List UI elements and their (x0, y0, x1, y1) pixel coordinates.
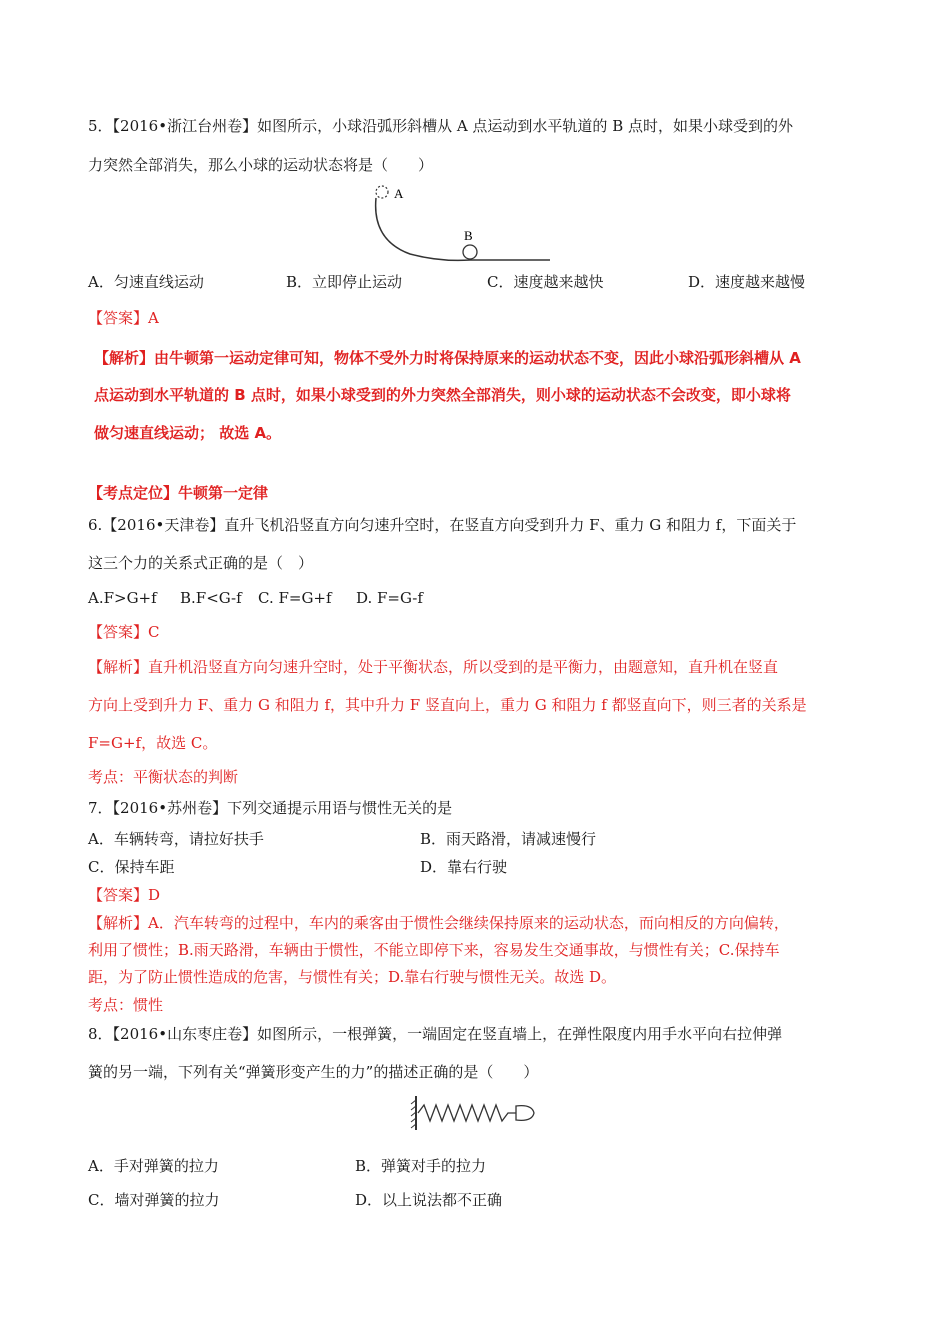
q8-option-a: A．手对弹簧的拉力 (88, 1157, 219, 1175)
q7-option-c: C．保持车距 (88, 858, 175, 876)
q6-answer: 【答案】C (88, 623, 160, 641)
q8-stem-line2: 簧的另一端，下列有关“弹簧形变产生的力”的描述正确的是（ ） (88, 1063, 539, 1081)
q8-stem-line1: 8．【2016•山东枣庄卷】如图所示，一根弹簧，一端固定在竖直墙上，在弹性限度内用手水平向右拉伸弹 (88, 1025, 783, 1043)
q6-analysis-line1: 【解析】直升机沿竖直方向匀速升空时，处于平衡状态，所以受到的是平衡力，由题意知，直升机在竖直 (88, 658, 779, 676)
spring-coil (418, 1105, 516, 1121)
q7-analysis-line2: 利用了惯性；B.雨天路滑，车辆由于惯性，不能立即停下来，容易发生交通事故，与惯性有关；C.保持车 (88, 941, 780, 959)
q6-topic: 考点：平衡状态的判断 (88, 768, 239, 786)
q6-option-c: C. F=G+f (258, 589, 332, 607)
q5-analysis-line1: 【解析】由牛顿第一运动定律可知，物体不受外力时将保持原来的运动状态不变，因此小球沿弧形斜槽从 A (94, 349, 801, 367)
q8-option-c: C．墙对弹簧的拉力 (88, 1191, 220, 1209)
hand-icon (516, 1106, 534, 1121)
q6-option-b: B.F<G-f (180, 589, 242, 607)
q6-option-d: D. F=G-f (356, 589, 423, 607)
q5-topic: 【考点定位】牛顿第一定律 (88, 484, 269, 502)
q7-stem: 7．【2016•苏州卷】下列交通提示用语与惯性无关的是 (88, 799, 453, 817)
q5-stem-line2: 力突然全部消失，那么小球的运动状态将是（ ） (88, 156, 434, 174)
q8-option-d: D．以上说法都不正确 (355, 1191, 503, 1209)
q5-stem-line1: 5．【2016•浙江台州卷】如图所示，小球沿弧形斜槽从 A 点运动到水平轨道的 B 点时，如果小球受到的外 (88, 117, 793, 135)
q8-spring-figure (408, 1092, 543, 1134)
q6-option-a: A.F>G+f (88, 589, 157, 607)
q5-analysis-line2: 点运动到水平轨道的 B 点时，如果小球受到的外力突然全部消失，则小球的运动状态不会改变，即小球将 (94, 386, 791, 404)
q6-analysis-line3: F=G+f，故选 C。 (88, 734, 218, 752)
ball-a-dashed (376, 186, 388, 198)
q7-topic: 考点：惯性 (88, 996, 164, 1014)
q5-analysis-line3: 做匀速直线运动； 故选 A。 (94, 424, 282, 442)
q7-option-b: B．雨天路滑，请减速慢行 (420, 830, 597, 848)
q7-option-a: A．车辆转弯，请拉好扶手 (88, 830, 264, 848)
q5-option-a: A．匀速直线运动 (88, 273, 204, 291)
fig-label-b: B (464, 228, 473, 243)
q5-answer: 【答案】A (88, 309, 159, 327)
q7-analysis-line1: 【解析】A．汽车转弯的过程中，车内的乘客由于惯性会继续保持原来的运动状态，而向相反的方向偏转， (88, 914, 789, 932)
q5-ramp-figure (360, 180, 560, 265)
q5-option-d: D．速度越来越慢 (688, 273, 806, 291)
q6-analysis-line2: 方向上受到升力 F、重力 G 和阻力 f，其中升力 F 竖直向上，重力 G 和阻力 f 都竖直向下，则三者的关系是 (88, 696, 807, 714)
ball-b (463, 245, 477, 259)
fig-label-a: A (394, 186, 404, 201)
q7-analysis-line3: 距，为了防止惯性造成的危害，与惯性有关；D.靠右行驶与惯性无关。故选 D。 (88, 968, 617, 986)
q6-stem-line1: 6.【2016•天津卷】直升飞机沿竖直方向匀速升空时，在竖直方向受到升力 F、重力 G 和阻力 f，下面关于 (88, 516, 797, 534)
q6-stem-line2: 这三个力的关系式正确的是（ ） (88, 554, 314, 572)
q7-option-d: D．靠右行驶 (420, 858, 508, 876)
q5-option-c: C．速度越来越快 (487, 273, 604, 291)
q5-option-b: B．立即停止运动 (286, 273, 403, 291)
q8-option-b: B．弹簧对手的拉力 (355, 1157, 487, 1175)
q7-answer: 【答案】D (88, 886, 161, 904)
